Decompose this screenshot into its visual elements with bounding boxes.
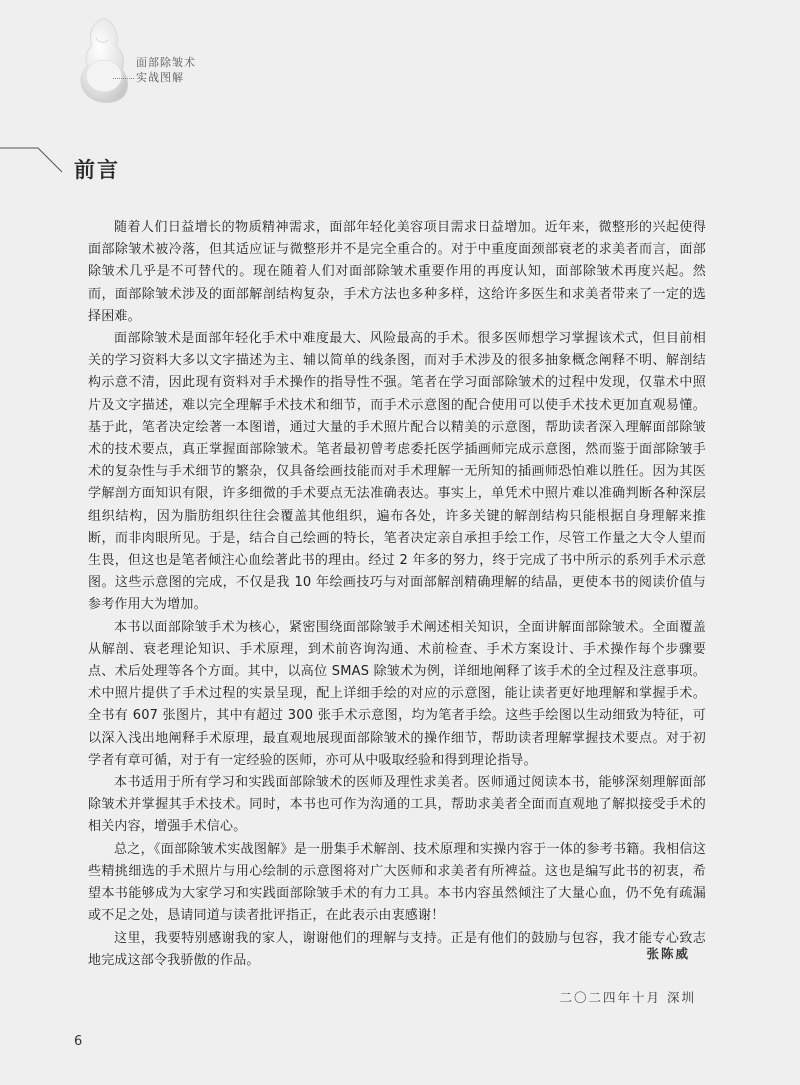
author-signature: 张陈威 bbox=[646, 946, 690, 961]
paragraph: 本书以面部除皱手术为核心，紧密围绕面部除皱手术阐述相关知识，全面讲解面部除皱术。全面覆盖从解剖、衰老理论知识、手术原理，到术前咨询沟通、术前检查、手术方案设计、手术操作每个步骤要点、术后处理等各个方面。其中，以高位 SMAS 除皱术为例，详细地阐释了该手术的全过程及注意事项。术中照片提供了手术过程的实景呈现，配上详细手绘的对应的示意图，能让读者更好地理解和掌握手术。全书有 607 张图片，其中有超过 300 张手术示意图，均为笔者手绘。这些手绘图以生动细致为特征，可以深入浅出地阐释手术原理，最直观地展现面部除皱术的操作细节，帮助读者理解掌握技术要点。对于初学者有章可循，对于有一定经验的医师，亦可从中吸取经验和得到理论指导。 bbox=[88, 619, 706, 768]
page-number: 6 bbox=[74, 1034, 83, 1049]
book-subtitle: 实战图解 bbox=[136, 71, 184, 84]
book-title: 面部除皱术 bbox=[136, 56, 196, 69]
paragraph: 随着人们日益增长的物质精神需求，面部年轻化美容项目需求日益增加。近年来，微整形的兴起使得面部除皱术被冷落，但其适应证与微整形并不是完全重合的。对于中重度面颈部衰老的求美者而言，面部除皱术几乎是不可替代的。现在随着人们对面部除皱术重要作用的再度认知，面部除皱术再度兴起。然而，面部除皱术涉及的面部解剖结构复杂，手术方法也多种多样，这给许多医生和求美者带来了一定的选择困难。 bbox=[88, 220, 706, 324]
face-bust-icon bbox=[74, 14, 132, 106]
paragraph: 面部除皱术是面部年轻化手术中难度最大、风险最高的手术。很多医师想学习掌握该术式，但目前相关的学习资料大多以文字描述为主、辅以简单的线条图，而对手术涉及的很多抽象概念阐释不明、解剖结构示意不清，因此现有资料对手术操作的指导性不强。笔者在学习面部除皱术的过程中发现，仅靠术中照片及文字描述，难以完全理解手术技术和细节，而手术示意图的配合使用可以使手术技术更加直观易懂。基于此，笔者决定绘著一本图谱，通过大量的手术照片配合以精美的示意图，帮助读者深入理解面部除皱术的技术要点，真正掌握面部除皱术。笔者最初曾考虑委托医学插画师完成示意图，然而鉴于面部除皱手术的复杂性与手术细节的繁杂，仅具备绘画技能而对手术理解一无所知的插画师恐怕难以胜任。因为其医学解剖方面知识有限，许多细微的手术要点无法准确表达。事实上，单凭术中照片难以准确判断各种深层组织结构，因为脂肪组织往往会覆盖其他组织，遍布各处，许多关键的解剖结构只能根据自身理解来推断，而非肉眼所见。于是，结合自己绘画的特长，笔者决定亲自承担手绘工作，尽管工作量之大令人望而生畏，但这也是笔者倾注心血绘著此书的理由。经过 2 年多的努力，终于完成了书中所示的系列手术示意图。这些示意图的完成，不仅是我 10 年绘画技巧与对面部解剖精确理解的结晶，更使本书的阅读价值与参考作用大为增加。 bbox=[88, 331, 706, 613]
date-location: 二〇二四年十月 深圳 bbox=[559, 990, 696, 1005]
section-decoration-line bbox=[0, 138, 80, 182]
paragraph: 总之，《面部除皱术实战图解》是一册集手术解剖、技术原理和实操内容于一体的参考书籍。我相信这些精挑细选的手术照片与用心绘制的示意图将对广大医师和求美者有所裨益。这也是编写此书的初衷，希望本书能够成为大家学习和实践面部除皱手术的有力工具。本书内容虽然倾注了大量心血，仍不免有疏漏或不足之处，恳请同道与读者批评指正，在此表示由衷感谢！ bbox=[88, 841, 706, 924]
paragraph: 这里，我要特别感谢我的家人，谢谢他们的理解与支持。正是有他们的鼓励与包容，我才能专心致志地完成这部令我骄傲的作品。 bbox=[88, 930, 706, 968]
section-title: 前言 bbox=[74, 158, 120, 182]
paragraph: 本书适用于所有学习和实践面部除皱术的医师及理性求美者。医师通过阅读本书，能够深刻理解面部除皱术并掌握其手术技术。同时，本书也可作为沟通的工具，帮助求美者全面而直观地了解拟接受手术的相关内容，增强手术信心。 bbox=[88, 775, 706, 835]
header-dotted-line bbox=[113, 78, 134, 80]
preface-body bbox=[88, 217, 706, 972]
